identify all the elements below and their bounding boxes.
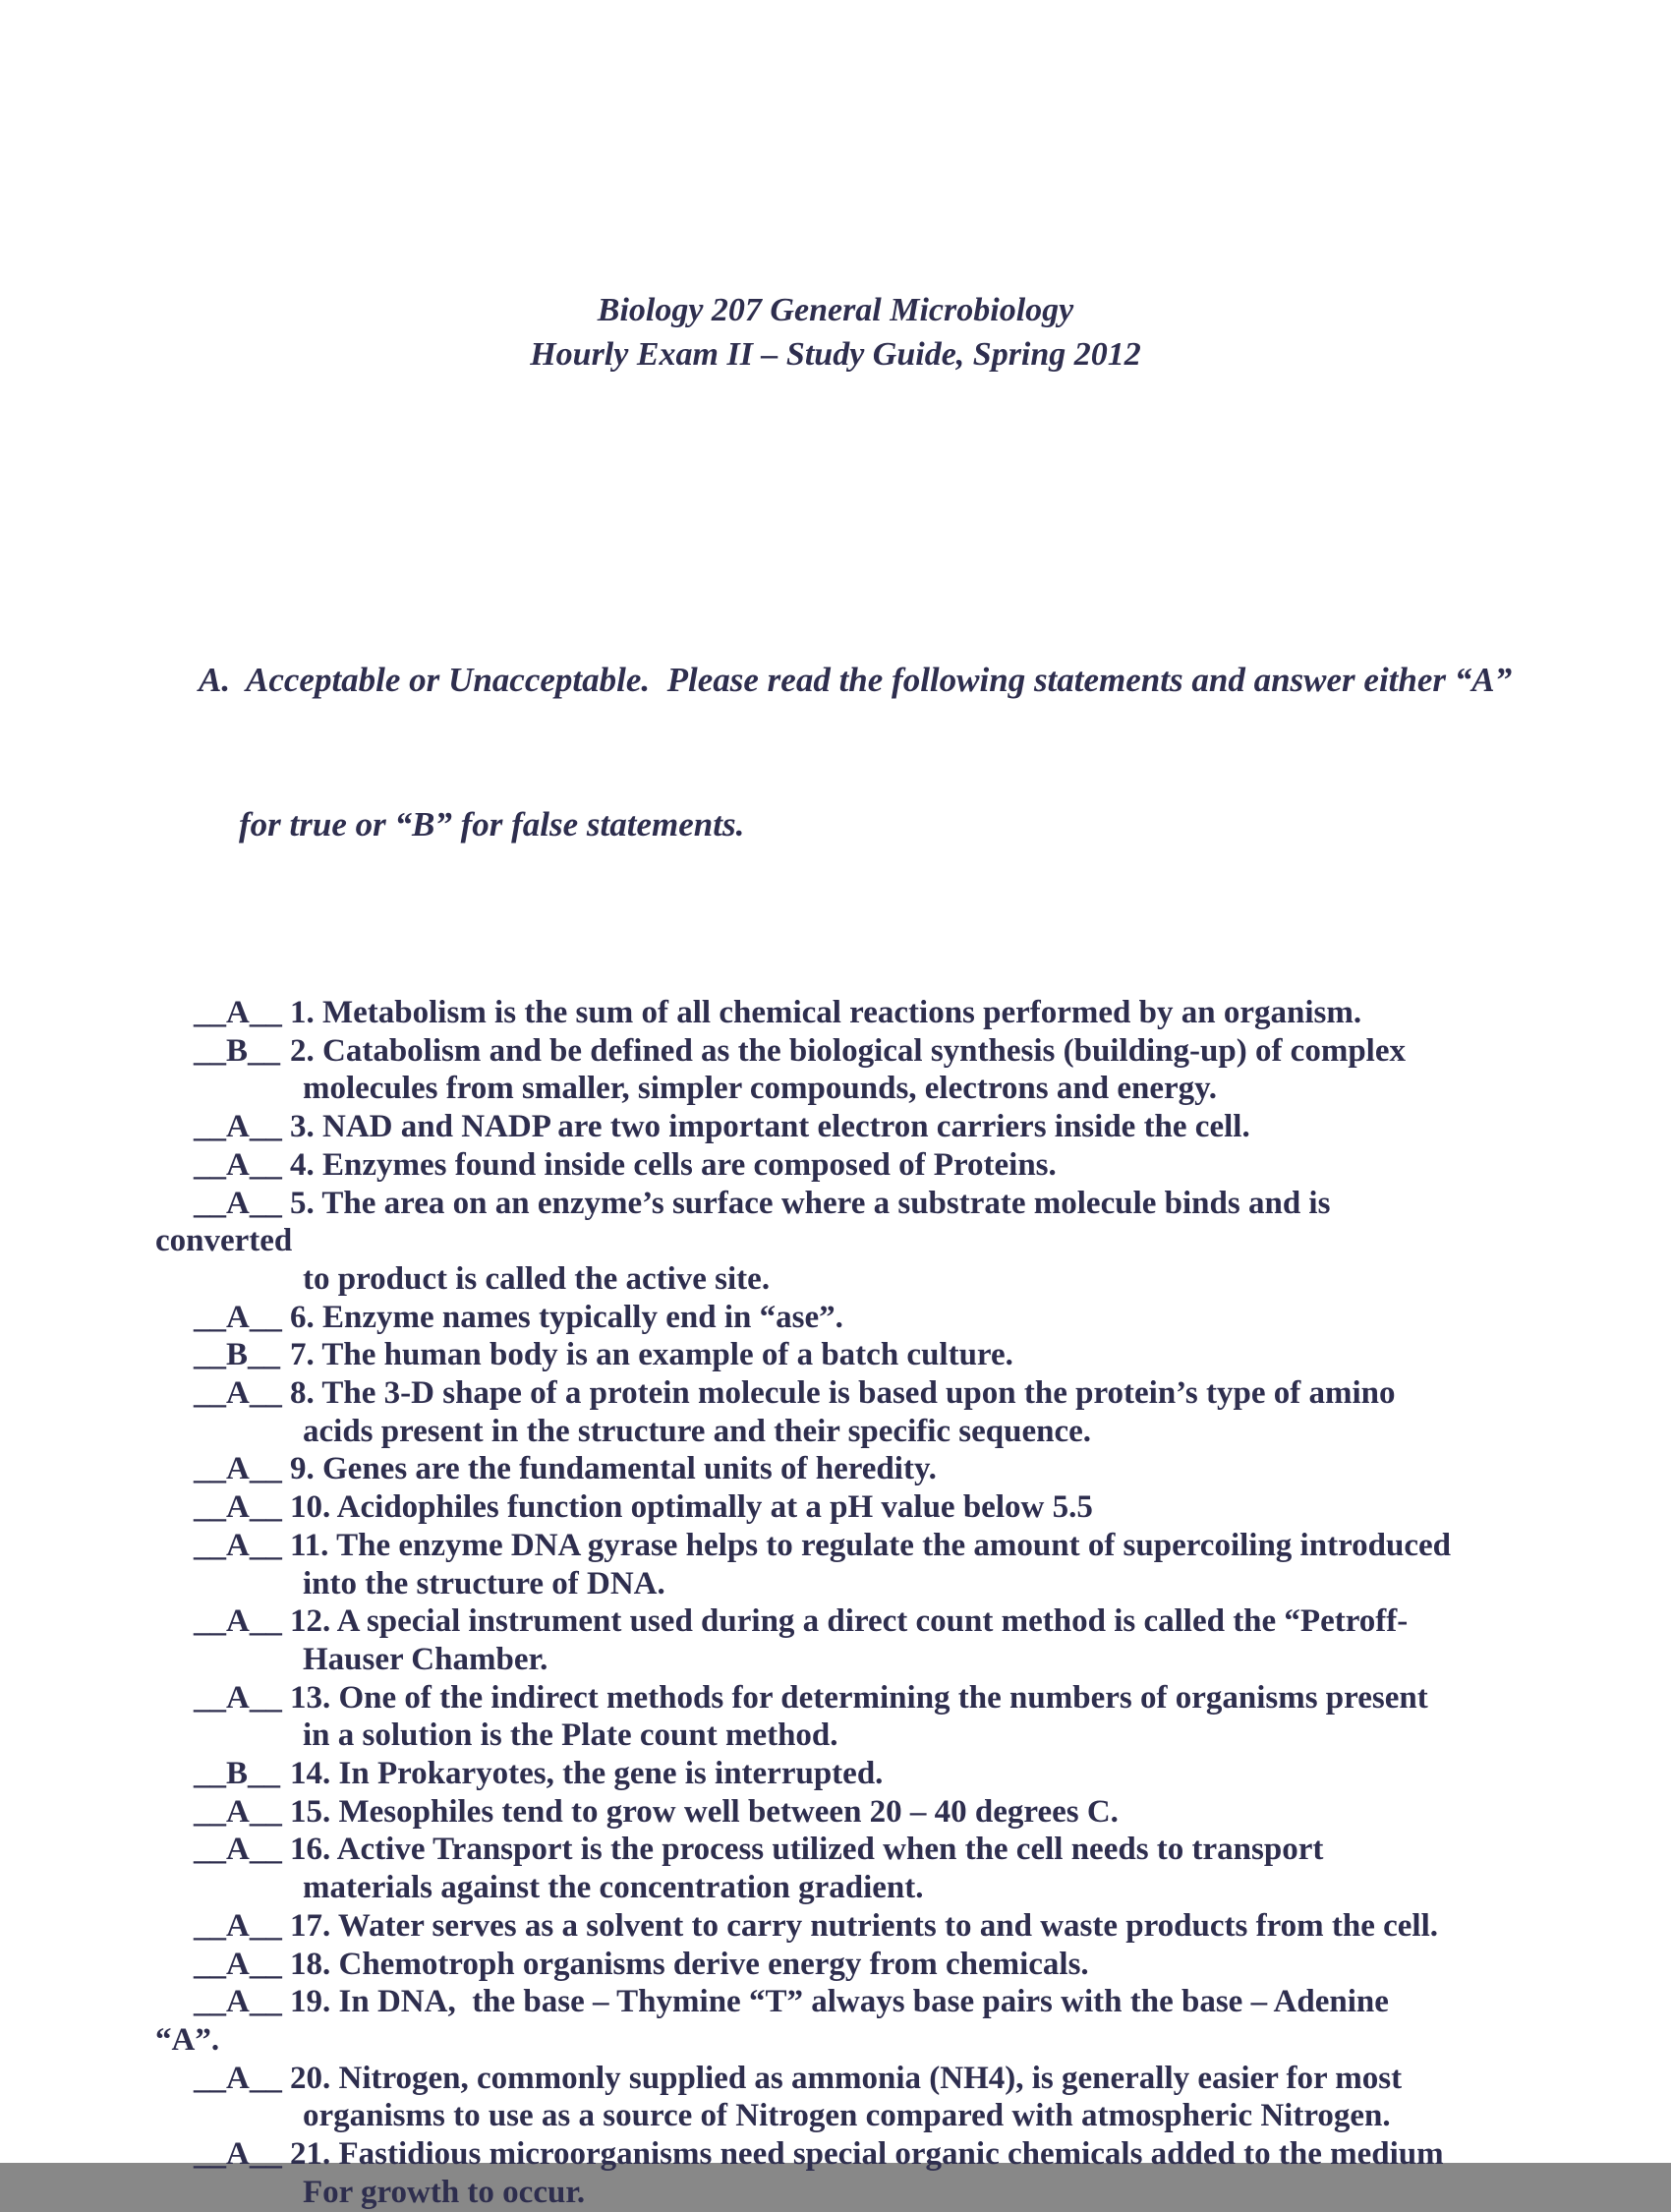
question-text: 10. Acidophiles function optimally at a pH value below 5.5 bbox=[290, 1489, 1093, 1526]
question-text: 7. The human body is an example of a batch culture. bbox=[290, 1337, 1013, 1373]
question-line bbox=[155, 1831, 1632, 1869]
question-line bbox=[155, 1679, 1632, 1717]
question-line bbox=[155, 1793, 1632, 1832]
answer-marker: __A__ bbox=[194, 1832, 282, 1868]
question-text: 14. In Prokaryotes, the gene is interrupted. bbox=[290, 1756, 884, 1792]
answer-marker: __A__ bbox=[194, 1679, 282, 1716]
question-line bbox=[155, 1374, 1632, 1413]
question-text: acids present in the structure and their specific sequence. bbox=[303, 1413, 1092, 1449]
section-label: A. bbox=[199, 661, 231, 699]
question-text: 12. A special instrument used during a direct count method is called the “Petroff- bbox=[290, 1603, 1409, 1640]
question-line bbox=[155, 1260, 1632, 1299]
question-line bbox=[155, 1717, 1632, 1755]
answer-marker: __A__ bbox=[194, 2060, 282, 2096]
answer-marker: __B__ bbox=[194, 1756, 281, 1792]
question-text: converted bbox=[155, 1223, 293, 1259]
answer-marker: __A__ bbox=[194, 1907, 282, 1944]
question-text: 17. Water serves as a solvent to carry nutrients to and waste products from the cell. bbox=[290, 1907, 1439, 1944]
title-line-1: Biology 207 General Microbiology bbox=[597, 292, 1074, 328]
instructions-text-2: for true or “B” for false statements. bbox=[239, 805, 745, 844]
question-text: to product is called the active site. bbox=[303, 1260, 771, 1297]
question-line bbox=[155, 1108, 1632, 1146]
question-line bbox=[155, 1527, 1632, 1565]
question-text: 13. One of the indirect methods for determining the numbers of organisms present bbox=[290, 1679, 1428, 1716]
answer-marker: __A__ bbox=[194, 1299, 282, 1335]
question-text: 8. The 3-D shape of a protein molecule is based upon the protein’s type of amino bbox=[290, 1375, 1396, 1412]
answer-marker: __A__ bbox=[194, 1489, 282, 1526]
question-text: 18. Chemotroph organisms derive energy from chemicals. bbox=[290, 1946, 1089, 1982]
question-line bbox=[155, 1565, 1632, 1603]
answer-marker: __B__ bbox=[194, 1337, 281, 1373]
answer-marker: __A__ bbox=[194, 1984, 282, 2020]
document-title bbox=[0, 0, 1671, 377]
question-line bbox=[155, 1602, 1632, 1641]
question-text: 11. The enzyme DNA gyrase helps to regulate the amount of supercoiling introduced bbox=[290, 1527, 1451, 1563]
question-list bbox=[155, 994, 1632, 2212]
question-line bbox=[155, 1983, 1632, 2021]
question-text: Hauser Chamber. bbox=[303, 1641, 548, 1677]
question-text: molecules from smaller, simpler compounds, electrons and energy. bbox=[303, 1071, 1218, 1107]
question-line bbox=[155, 1946, 1632, 1984]
question-line bbox=[155, 1755, 1632, 1793]
answer-marker: __A__ bbox=[194, 1375, 282, 1412]
question-text: 5. The area on an enzyme’s surface where a substrate molecule binds and is bbox=[290, 1185, 1331, 1221]
question-text: For growth to occur. bbox=[303, 2174, 586, 2210]
question-line bbox=[155, 2174, 1632, 2212]
question-text: 4. Enzymes found inside cells are composed of Proteins. bbox=[290, 1146, 1057, 1183]
question-line bbox=[155, 1413, 1632, 1451]
question-line bbox=[155, 1185, 1632, 1223]
question-line bbox=[155, 1146, 1632, 1185]
instructions-text-1: Acceptable or Unacceptable. Please read the following statements and answer either “A” bbox=[246, 661, 1513, 699]
question-text: “A”. bbox=[155, 2021, 220, 2058]
question-line bbox=[155, 1488, 1632, 1527]
question-text: 19. In DNA, the base – Thymine “T” always base pairs with the base – Adenine bbox=[290, 1984, 1389, 2020]
answer-marker: __B__ bbox=[194, 1032, 281, 1069]
answer-marker: __A__ bbox=[194, 995, 282, 1030]
question-line bbox=[155, 1641, 1632, 1679]
question-text: 16. Active Transport is the process utilized when the cell needs to transport bbox=[290, 1832, 1324, 1868]
question-line bbox=[155, 2135, 1632, 2174]
title-line-2: Hourly Exam II – Study Guide, Spring 2012 bbox=[530, 336, 1141, 373]
question-line bbox=[155, 1907, 1632, 1946]
question-text: 20. Nitrogen, commonly supplied as ammonia (NH4), is generally easier for most bbox=[290, 2060, 1403, 2096]
question-line bbox=[155, 1222, 1632, 1260]
answer-marker: __A__ bbox=[194, 2136, 282, 2173]
question-text: into the structure of DNA. bbox=[303, 1565, 665, 1601]
question-line bbox=[155, 1869, 1632, 1907]
question-text: 3. NAD and NADP are two important electron carriers inside the cell. bbox=[290, 1109, 1250, 1145]
question-text: 2. Catabolism and be defined as the biological synthesis (building-up) of complex bbox=[290, 1032, 1406, 1069]
answer-marker: __A__ bbox=[194, 1451, 282, 1487]
question-text: in a solution is the Plate count method. bbox=[303, 1717, 838, 1754]
question-line bbox=[155, 1299, 1632, 1337]
answer-marker: __A__ bbox=[194, 1146, 282, 1183]
section-a-heading bbox=[155, 559, 1632, 945]
question-line bbox=[155, 2021, 1632, 2060]
answer-marker: __A__ bbox=[194, 1793, 282, 1830]
answer-marker: __A__ bbox=[194, 1527, 282, 1563]
answer-marker: __A__ bbox=[194, 1946, 282, 1982]
question-line bbox=[155, 2097, 1632, 2135]
answer-marker: __A__ bbox=[194, 1603, 282, 1640]
question-text: organisms to use as a source of Nitrogen compared with atmospheric Nitrogen. bbox=[303, 2098, 1391, 2134]
document-body bbox=[0, 559, 1671, 2212]
question-text: 6. Enzyme names typically end in “ase”. bbox=[290, 1299, 843, 1335]
question-line bbox=[155, 1070, 1632, 1108]
question-text: 1. Metabolism is the sum of all chemical reactions performed by an organism. bbox=[290, 995, 1362, 1030]
question-text: 21. Fastidious microorganisms need special organic chemicals added to the medium bbox=[290, 2136, 1444, 2173]
question-line bbox=[155, 2060, 1632, 2098]
question-text: materials against the concentration gradient. bbox=[303, 1870, 924, 1906]
instructions-line-1 bbox=[199, 656, 1632, 704]
question-text: 15. Mesophiles tend to grow well between 20 – 40 degrees C. bbox=[290, 1793, 1119, 1830]
question-line bbox=[155, 1450, 1632, 1488]
answer-marker: __A__ bbox=[194, 1109, 282, 1145]
question-text: 9. Genes are the fundamental units of heredity. bbox=[290, 1451, 937, 1487]
answer-marker: __A__ bbox=[194, 1185, 282, 1221]
question-line bbox=[155, 1336, 1632, 1374]
question-line bbox=[155, 1032, 1632, 1071]
question-line bbox=[155, 994, 1632, 1032]
